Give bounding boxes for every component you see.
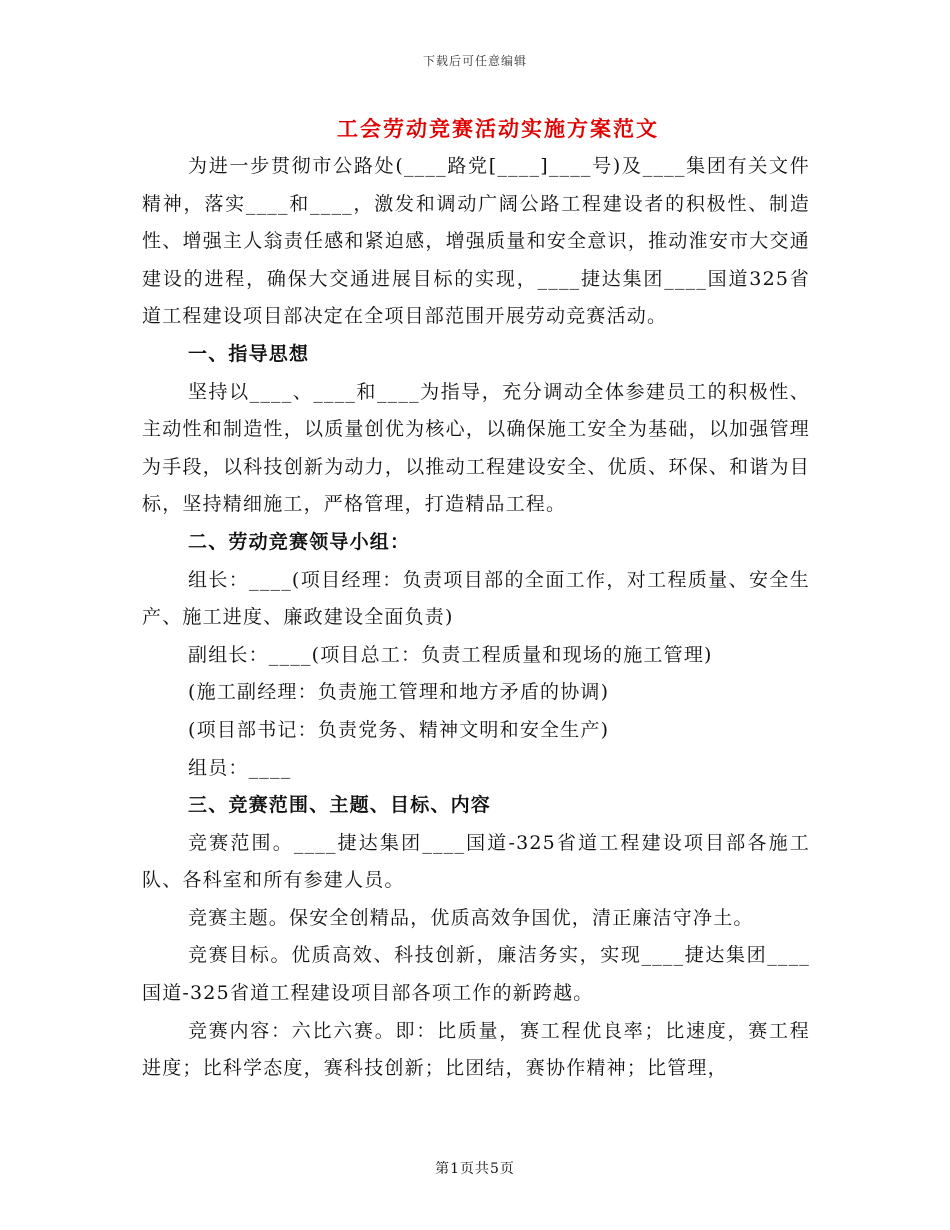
paragraph-theme: 竞赛主题。保安全创精品，优质高效争国优，清正廉洁守净土。 <box>188 906 754 929</box>
section-heading-leadership-group: 二、劳动竞赛领导小组： <box>188 530 411 553</box>
document-title: 工会劳动竞赛活动实施方案范文 <box>337 116 659 141</box>
paragraph-guiding-ideology: 坚持以____、____和____为指导，充分调动全体参建员工的积极性、主动性和制造性，以质量创优为核心，以确保施工安全为基础，以加强管理为手段，以科技创新为动力，以推动工程建设安全、优质、环保、和谐为目标，坚持精细施工，严格管理，打造精品工程。 <box>142 380 810 516</box>
paragraph-content: 竞赛内容：六比六赛。即：比质量，赛工程优良率；比速度，赛工程进度；比科学态度，赛科技创新；比团结，赛协作精神；比管理， <box>142 1019 810 1080</box>
section-heading-scope-theme: 三、竞赛范围、主题、目标、内容 <box>188 794 492 817</box>
paragraph-construction-deputy: (施工副经理：负责施工管理和地方矛盾的协调) <box>188 681 610 704</box>
paragraph-deputy-leader: 副组长：____(项目总工：负责工程质量和现场的施工管理) <box>188 643 713 666</box>
header-note: 下载后可任意编辑 <box>422 54 527 68</box>
paragraph-group-leader: 组长：____(项目经理：负责项目部的全面工作，对工程质量、安全生产、施工进度、廉政建设全面负责) <box>142 568 810 629</box>
paragraph-party-secretary: (项目部书记：负责党务、精神文明和安全生产) <box>188 718 610 741</box>
section-heading-guiding-ideology: 一、指导思想 <box>188 342 310 365</box>
page-footer: 第1页共5页 <box>435 1161 515 1177</box>
paragraph-intro: 为进一步贯彻市公路处(____路党[____]____号)及____集团有关文件精神，落实____和____，激发和调动广阔公路工程建设者的积极性、制造性、增强主人翁责任感和紧迫感，增强质量和安全意识，推动淮安市大交通建设的进程，确保大交通进展目标的实现，____捷达集团____国道325省道工程建设项目部决定在全项目部范围开展劳动竞赛活动。 <box>142 155 810 328</box>
document-body <box>142 148 810 1088</box>
paragraph-goal: 竞赛目标。优质高效、科技创新，廉洁务实，实现____捷达集团____国道-325省道工程建设项目部各项工作的新跨越。 <box>142 944 810 1005</box>
paragraph-scope: 竞赛范围。____捷达集团____国道-325省道工程建设项目部各施工队、各科室和所有参建人员。 <box>142 831 810 892</box>
paragraph-members: 组员：____ <box>188 756 292 779</box>
